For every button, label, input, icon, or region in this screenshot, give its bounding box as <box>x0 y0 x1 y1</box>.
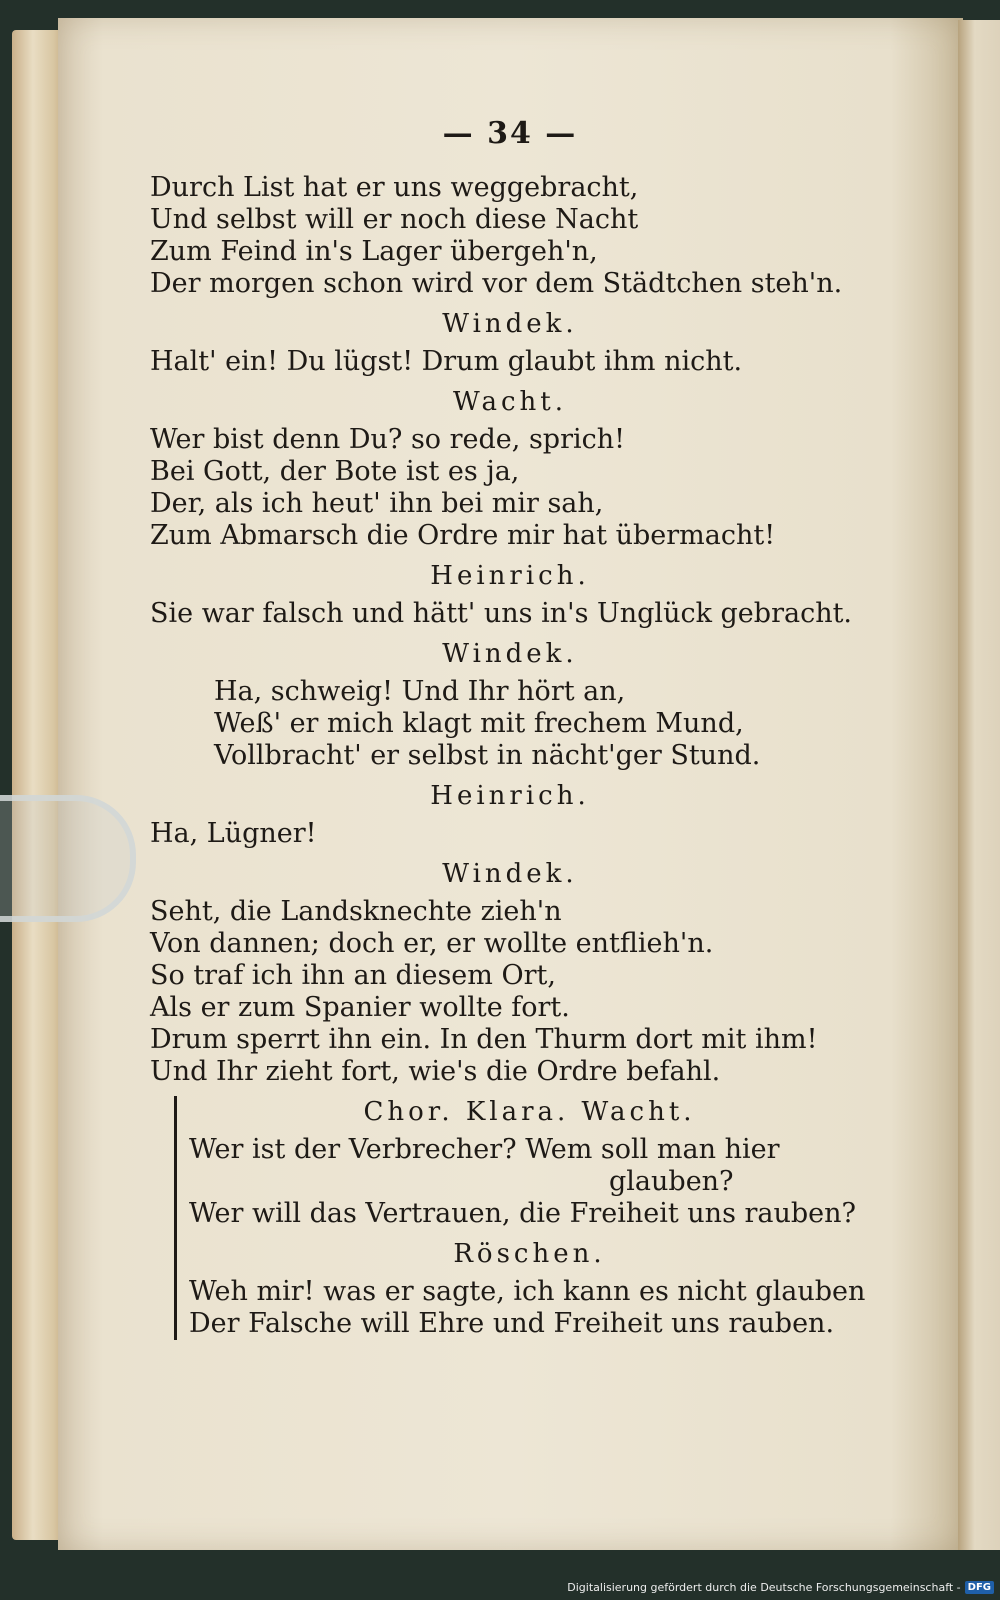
verse-line: Von dannen; doch er, er wollte entflieh'n. <box>150 928 714 959</box>
verse-line: Durch List hat er uns weggebracht, <box>150 172 639 203</box>
verse-line: Und selbst will er noch diese Nacht <box>150 204 639 235</box>
speaker-name: Chor. Klara. Wacht. <box>363 1097 696 1127</box>
verse-line: Wer ist der Verbrecher? Wem soll man hier <box>189 1134 780 1165</box>
facing-page-edge <box>958 20 1000 1550</box>
verse-line: Und Ihr zieht fort, wie's die Ordre befahl. <box>150 1056 721 1087</box>
main-verse <box>150 172 870 1088</box>
verse-line: Zum Feind in's Lager übergeh'n, <box>150 236 598 267</box>
verse-line: Weß' er mich klagt mit frechem Mund, <box>214 708 744 739</box>
verse-line: Drum sperrt ihn ein. In den Thurm dort mit ihm! <box>150 1024 818 1055</box>
verse-line: Bei Gott, der Bote ist es ja, <box>150 456 520 487</box>
verse-line: Als er zum Spanier wollte fort. <box>150 992 570 1023</box>
verse-line: Der morgen schon wird vor dem Städtchen steh'n. <box>150 268 843 299</box>
verse-line: Sie war falsch und hätt' uns in's Unglück gebracht. <box>150 598 853 629</box>
verse-line: Weh mir! was er sagte, ich kann es nicht glauben <box>189 1276 866 1307</box>
verse-line: So traf ich ihn an diesem Ort, <box>150 960 556 991</box>
verse-line: Zum Abmarsch die Ordre mir hat übermacht! <box>150 520 776 551</box>
page-clip <box>0 795 136 922</box>
page-number: — 34 — <box>442 116 578 151</box>
verse-line: Wer will das Vertrauen, die Freiheit uns rauben? <box>189 1198 857 1229</box>
dfg-logo: DFG <box>965 1581 994 1594</box>
page-text <box>150 100 870 1340</box>
chorus-bracket <box>174 1096 870 1340</box>
verse-line: Wer bist denn Du? so rede, sprich! <box>150 424 625 455</box>
speaker-name: Röschen. <box>453 1239 606 1269</box>
speaker-name: Heinrich. <box>430 561 590 591</box>
verse-line: Der, als ich heut' ihn bei mir sah, <box>150 488 604 519</box>
footer-text: Digitalisierung gefördert durch die Deutsche Forschungsgemeinschaft - <box>567 1581 961 1594</box>
verse-line: Ha, schweig! Und Ihr hört an, <box>214 676 626 707</box>
speaker-name: Heinrich. <box>430 781 590 811</box>
speaker-name: Windek. <box>442 859 578 889</box>
speaker-name: Windek. <box>442 309 578 339</box>
verse-line: Ha, Lügner! <box>150 818 317 849</box>
verse-line: Halt' ein! Du lügst! Drum glaubt ihm nicht. <box>150 346 743 377</box>
verse-line: Vollbracht' er selbst in nächt'ger Stund. <box>214 740 761 771</box>
footer <box>567 1581 994 1594</box>
verse-line: Der Falsche will Ehre und Freiheit uns rauben. <box>189 1308 835 1339</box>
speaker-name: Windek. <box>442 639 578 669</box>
speaker-name: Wacht. <box>453 387 567 417</box>
verse-continuation: glauben? <box>609 1166 734 1197</box>
verse-line: Seht, die Landsknechte zieh'n <box>150 896 562 927</box>
